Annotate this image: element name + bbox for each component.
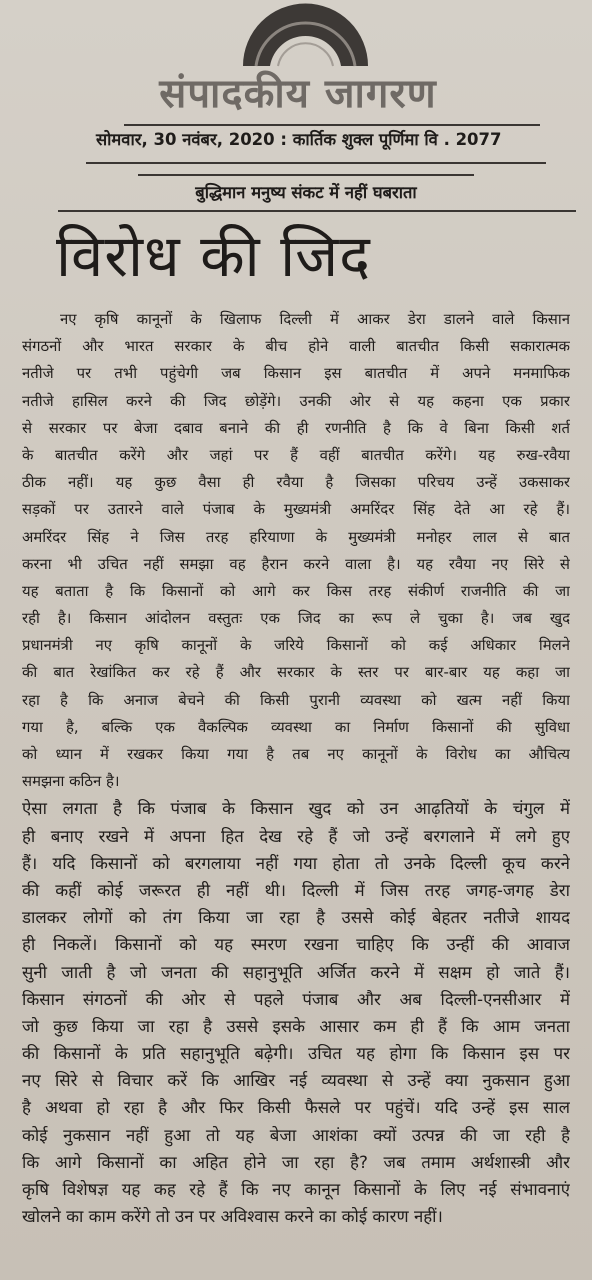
masthead-logo bbox=[238, 0, 373, 68]
body-line: समझना कठिन है। bbox=[22, 772, 120, 791]
body-line: कृषि विशेषज्ञ यह कह रहे हैं कि नए कानून किसानों के लिए नई संभावनाएं bbox=[22, 1179, 570, 1199]
body-line: अमरिंदर सिंह ने जिस तरह हरियाणा के मुख्यमंत्री मनोहर लाल से बात bbox=[22, 527, 570, 546]
body-line: करना भी उचित नहीं समझा वह हैरान करने वाला है। यह रवैया नए सिरे से bbox=[22, 554, 570, 573]
body-line: यह बताता है कि किसानों को आगे कर किस तरह संकीर्ण राजनीति की जा bbox=[22, 581, 570, 600]
body-line: ऐसा लगता है कि पंजाब के किसान खुद को उन आढ़तियों के चंगुल में bbox=[22, 798, 570, 819]
body-line: नतीजे पर तभी पहुंचेगी जब किसान इस बातचीत में अपने मनमाफिक bbox=[22, 364, 570, 383]
body-line: खोलने का काम करेंगे तो उन पर अविश्वास करने का कोई कारण नहीं। bbox=[22, 1206, 443, 1227]
body-line: नतीजे हासिल करने की जिद छोड़ेंगे। उनकी ओर से यह कहना एक प्रकार bbox=[22, 391, 570, 410]
body-line: सड़कों पर उतारने वाले पंजाब के मुख्यमंत्री अमरिंदर सिंह देते आ रहे हैं। bbox=[22, 500, 570, 519]
headline: विरोध की जिद bbox=[56, 222, 371, 290]
body-line: रही है। किसान आंदोलन वस्तुतः एक जिद का रूप ले चुका है। जब खुद bbox=[22, 609, 570, 628]
body-line: ठीक नहीं। यह कुछ वैसा ही रवैया है जिसका परिचय उन्हें उकसाकर bbox=[22, 473, 570, 492]
thought-of-the-day: बुद्धिमान मनुष्य संकट में नहीं घबराता bbox=[195, 183, 417, 202]
body-line: को ध्यान में रखकर किया गया है तब नए कानूनों के विरोध का औचित्य bbox=[22, 745, 570, 763]
body-line: गया है, बल्कि एक वैकल्पिक व्यवस्था का निर्माण किसानों की सुविधा bbox=[22, 717, 570, 736]
body-line: है अथवा हो रहा है और फिर किसी फैसले पर पहुंचें। यदि उन्हें इस साल bbox=[22, 1097, 570, 1118]
divider-rule bbox=[58, 210, 576, 212]
body-line: डालकर लोगों को तंग किया जा रहा है उससे कोई बेहतर नतीजे शायद bbox=[22, 907, 570, 928]
divider-rule bbox=[86, 162, 546, 164]
body-line: के बातचीत करेंगे और जहां पर हैं वहीं बातचीत करेंगे। यह रुख-रवैया bbox=[22, 445, 570, 464]
masthead-title: संपादकीय जागरण bbox=[159, 71, 437, 117]
body-line: संगठनों और भारत सरकार के बीच होने वाली बातचीत किसी सकारात्मक bbox=[22, 337, 570, 356]
body-line: सुनी जाती है जो जनता की सहानुभूति अर्जित करने में सक्षम हो जाते हैं। bbox=[22, 961, 570, 982]
body-line: हैं। यदि किसानों को बरगलाया नहीं गया होता तो उनके दिल्ली कूच करने bbox=[22, 852, 570, 873]
body-line: जो कुछ किया जा रहा है उससे इसके आसार कम ही हैं कि आम जनता bbox=[22, 1015, 570, 1036]
divider-rule bbox=[124, 124, 540, 126]
body-line: की बात रेखांकित कर रहे हैं और सरकार के स्तर पर बार-बार यह कहा जा bbox=[22, 663, 570, 682]
body-line: रहा है कि अनाज बेचने की किसी पुरानी व्यवस्था को खत्म नहीं किया bbox=[22, 690, 570, 709]
body-line: ही बनाए रखने में अपना हित देख रहे हैं जो उन्हें बरगलाने में लगे हुए bbox=[22, 825, 570, 846]
body-line: प्रधानमंत्री नए कृषि कानूनों के जरिये किसानों को कई अधिकार मिलने bbox=[22, 636, 570, 655]
body-line: से सरकार पर बेजा दबाव बनाने की ही रणनीति है कि वे बिना किसी शर्त bbox=[22, 418, 570, 437]
body-line: कि आगे किसानों का अहित होने जा रहा है? जब तमाम अर्थशास्त्री और bbox=[22, 1151, 570, 1172]
body-line: की कहीं कोई जरूरत ही नहीं थी। दिल्ली में जिस तरह जगह-जगह डेरा bbox=[22, 879, 570, 900]
date-line: सोमवार, 30 नवंबर, 2020 : कार्तिक शुक्ल पूर्णिमा वि . 2077 bbox=[96, 130, 502, 149]
body-line: किसान संगठनों की ओर से पहले पंजाब और अब दिल्ली-एनसीआर में bbox=[22, 988, 570, 1009]
body-line: नए सिरे से विचार करें कि आखिर नई व्यवस्था से उन्हें क्या नुकसान हुआ bbox=[22, 1070, 570, 1091]
body-line: की किसानों के प्रति सहानुभूति बढ़ेगी। उचित यह होगा कि किसान इस पर bbox=[22, 1043, 570, 1064]
body-line: ही निकलें। किसानों को यह स्मरण रखना चाहिए कि उन्हीं की आवाज bbox=[22, 934, 570, 955]
body-line: नए कृषि कानूनों के खिलाफ दिल्ली में आकर डेरा डालने वाले किसान bbox=[60, 310, 570, 328]
editorial-body bbox=[22, 306, 570, 1230]
divider-rule bbox=[138, 174, 474, 176]
body-line: कोई नुकसान नहीं हुआ तो यह बेजा आशंका क्यों उत्पन्न की जा रही है bbox=[22, 1124, 570, 1145]
